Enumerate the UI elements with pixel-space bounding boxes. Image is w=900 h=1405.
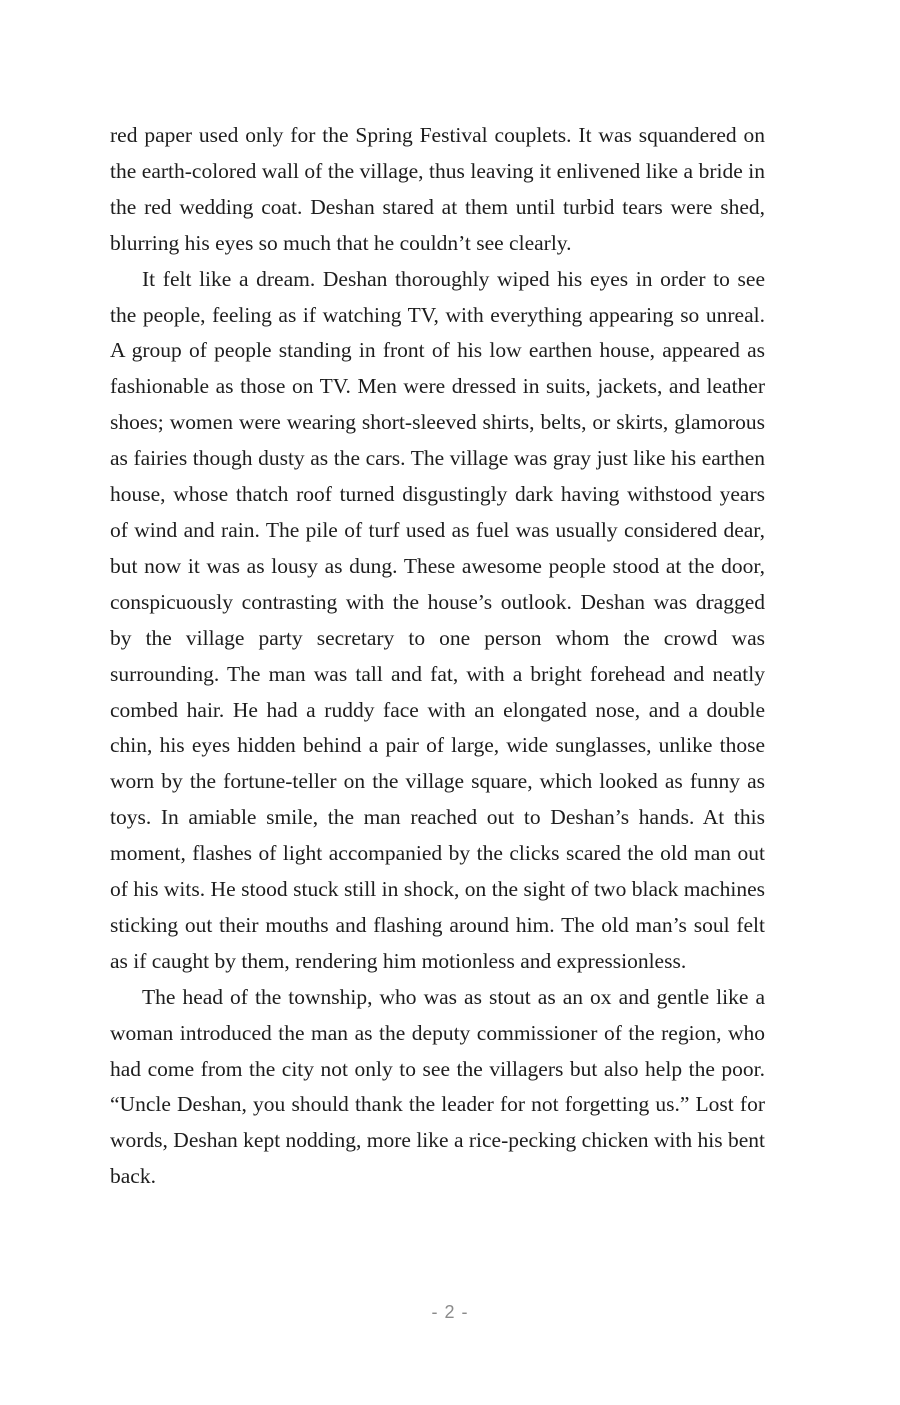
page-body [110, 118, 765, 1195]
paragraph-continued: red paper used only for the Spring Festival couplets. It was squandered on the earth-colored wall of the village, thus leaving it enlivened like a bride in the red wedding coat. Deshan stared at them until turbid tears were shed, blurring his eyes so much that he couldn’t see clearly. [110, 123, 765, 255]
paragraph-dream: It felt like a dream. Deshan thoroughly wiped his eyes in order to see the people, feeling as if watching TV, with everything appearing so unreal. A group of people standing in front of his low earthen house, appeared as fashionable as those on TV. Men were dressed in suits, jackets, and leather shoes; women were wearing short-sleeved shirts, belts, or skirts, glamorous as fairies though dusty as the cars. The village was gray just like his earthen house, whose thatch roof turned disgustingly dark having withstood years of wind and rain. The pile of turf used as fuel was usually considered dear, but now it was as lousy as dung. These awesome people stood at the door, conspicuously contrasting with the house’s outlook. Deshan was dragged by the village party secretary to one person whom the crowd was surrounding. The man was tall and fat, with a bright forehead and neatly combed hair. He had a ruddy face with an elongated nose, and a double chin, his eyes hidden behind a pair of large, wide sunglasses, unlike those worn by the fortune-teller on the village square, which looked as funny as toys. In amiable smile, the man reached out to Deshan’s hands. At this moment, flashes of light accompanied by the clicks scared the old man out of his wits. He stood stuck still in shock, on the sight of two black machines sticking out their mouths and flashing around him. The old man’s soul felt as if caught by them, rendering him motionless and expressionless. [110, 266, 765, 973]
paragraph-township-head: The head of the township, who was as stout as an ox and gentle like a woman introduced the man as the deputy commissioner of the region, who had come from the city not only to see the villagers but also help the poor. “Uncle Deshan, you should thank the leader for not forgetting us.” Lost for words, Deshan kept nodding, more like a rice-pecking chicken with his bent back. [110, 984, 765, 1189]
page-number: - 2 - [431, 1302, 469, 1322]
